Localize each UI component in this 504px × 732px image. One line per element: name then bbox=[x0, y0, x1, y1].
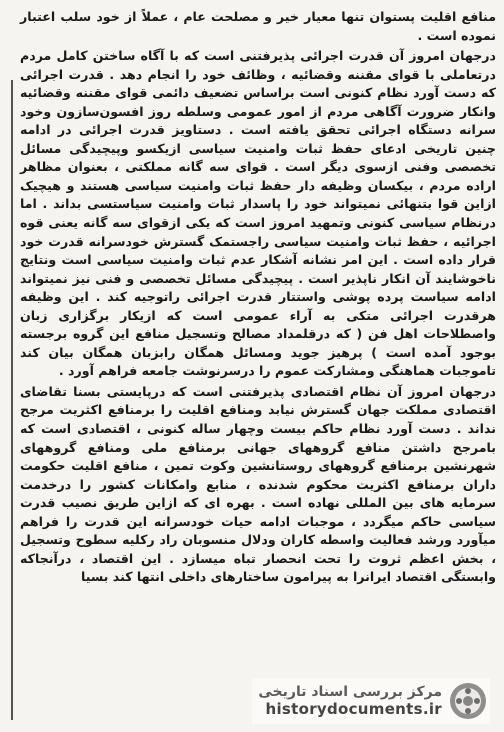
watermark-text bbox=[258, 684, 442, 718]
watermark-title: مرکز بررسی اسناد تاریخی bbox=[258, 684, 442, 700]
paragraph-2: درجهان امروز آن قدرت اجرائی پذیرفتنی است که با آگاه ساختن کامل مردم درتعاملی با قوای مقننه وقضائیه ، وظائف خود را انجام دهد . قدرت اجرائی که دست آورد نظام کنونی است براساس تضعیف دائمی قوای مقننه وقضائیه وانکار ضرورت آگاهی مردم از امور عمومی وسلطه روز افسون‌سازون وخود سرانه دستگاه اجرائی تحقق یافته است . دستاویز قدرت اجرائی در ادامه چنین تاریخی ادعای حفظ ثبات وامنیت سیاسی ازیکسو وپیچیدگی مسائل تخصصی وفنی ازسوی دیگر است . قوای سه گانه مملکتی ، بعنوان مظاهر اراده مردم ، بیکسان وظیفه دار حفظ ثبات وامنیت سیاسی هستند و هیچیک ازاین قوا بتنهائی نمیتواند خود را پاسدار ثبات وامنیت سیاستسی بداند . اما درنظام سیاسی کنونی وتمهید امروز است که یکی ازقوای سه گانه یعنی قوه اجرائیه ، حفظ ثبات وامنیت سیاسی راجستمک گسترش خودسرانه قدرت خود قرار داده است . این امر نشانه آشکار عدم ثبات وامنیت سیاسی است ونتایج ناخوشایند آن انکار ناپذیر است . پیچیدگی مسائل تخصصی و فنی نیز نمیتواند ادامه سیاست پرده پوشی واستتار قدرت اجرائی راتوجیه کند . این وظیفه هرقدرت اجرائی متکی به آراء عمومی است که ازیکار برگزاری زبان واصطلاحات اهل فن ( که درقلمداد مصالح وتسجیل منافع این گروه برجسته بوجود آمده است ) پرهیز جوید ومسائل همگان رابزبان همگان بیان کند تاموجبات هماهنگی ومشارکت عموم را درسرنوشت جامعه فراهم آورد . bbox=[20, 48, 496, 379]
archive-watermark bbox=[252, 678, 490, 724]
paragraph-3: درجهان امروز آن نظام اقتصادی پذیرفتنی است که درپایستی بسنا تقاضای اقتصادی مملکت جهان گسترش نیابد ومنافع اقلیت را برمنافع اکثریت مرجح نداند . دست آورد نظام حاکم بیست وچهار ساله کنونی ، اقتصادی است که بامرجح داشتن منافع گروههای جهانی برمنافع ملی ومنافع گروههای شهرنشین برمنافع گروههای روستانشین وکوت تمین ، منافع اقلیت حکومت داران برمنافع اکثریت محکوم شدنده ، منابع وامکانات کشور را درخدمت سرمایه های بین المللی نهاده است . بهره ای که ازاین طریق نصیب قدرت سیاسی حاکم میگردد ، موجبات ادامه حیات خودسرانه این قدرت را فراهم میآورد ورشد فعالیت واسطه کاران ودلال منسوبان راد رکلیه سطوح وتسجیل ، بخش اعظم ثروت را تحت انحصار تباه میسازد . این اقتصاد ، درآنجاکه وابستگی اقتصاد ایرانرا به پیرامون ساختارهای داخلی انتها کند بسیا bbox=[20, 383, 496, 585]
film-reel-logo-icon bbox=[448, 681, 488, 721]
paragraph-1: منافع اقلیت پستوان تنها معیار خیر و مصلحت عام ، عملاً از خود سلب اعتبار نموده است . bbox=[20, 9, 496, 43]
document-body bbox=[20, 8, 496, 587]
page-margin-line bbox=[11, 80, 13, 720]
watermark-url: historydocuments.ir bbox=[265, 700, 442, 718]
